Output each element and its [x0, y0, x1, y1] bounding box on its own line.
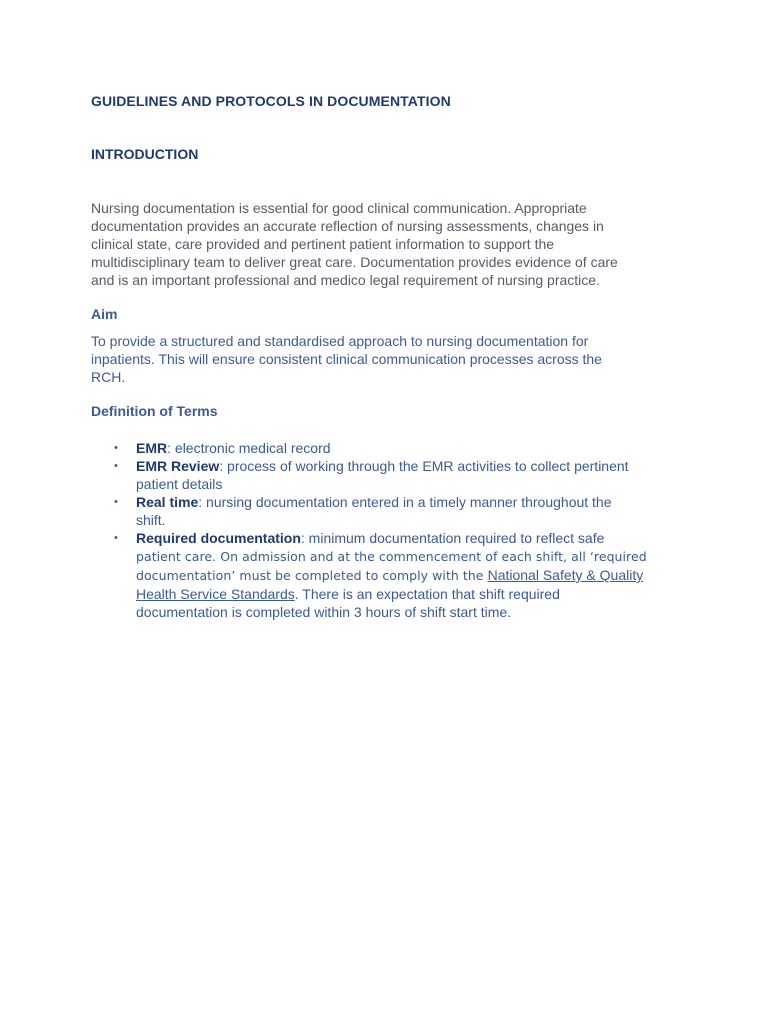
document-title: GUIDELINES AND PROTOCOLS IN DOCUMENTATION: [91, 93, 451, 109]
introduction-paragraph: [91, 199, 671, 289]
term-definition: . There is an expectation that shift required: [294, 586, 560, 602]
introduction-line: clinical state, care provided and pertinent patient information to support the: [91, 236, 555, 252]
definition-item-real-time: [91, 493, 681, 529]
introduction-line: Nursing documentation is essential for good clinical communication. Appropriate: [91, 200, 587, 216]
bullet-icon: •: [114, 460, 118, 472]
nsqhs-standards-link-continued[interactable]: Health Service Standards: [136, 586, 295, 602]
aim-line: RCH.: [91, 369, 126, 385]
bullet-icon: •: [114, 496, 118, 508]
term-definition: shift.: [136, 512, 166, 528]
introduction-heading: INTRODUCTION: [91, 146, 199, 162]
term-definition: patient details: [136, 476, 223, 492]
aim-line: inpatients. This will ensure consistent clinical communication processes across the: [91, 351, 602, 367]
definition-item-required-documentation: [91, 529, 681, 621]
term-definition: : process of working through the EMR activities to collect pertinent: [219, 458, 629, 474]
bullet-icon: •: [114, 442, 118, 454]
definition-item-emr: [91, 439, 681, 457]
term-definition: : electronic medical record: [167, 440, 331, 456]
introduction-line: and is an important professional and medico legal requirement of nursing practice.: [91, 272, 600, 288]
introduction-line: multidisciplinary team to deliver great care. Documentation provides evidence of care: [91, 254, 618, 270]
introduction-line: documentation provides an accurate reflection of nursing assessments, changes in: [91, 218, 604, 234]
definition-item-emr-review: [91, 457, 681, 493]
term-definition: : nursing documentation entered in a timely manner throughout the: [198, 494, 612, 510]
term-name: EMR Review: [136, 458, 220, 474]
term-name: Real time: [136, 494, 199, 510]
term-name: Required documentation: [136, 530, 301, 546]
term-definition: patient care. On admission and at the commencement of each shift, all ‘required: [136, 549, 647, 564]
term-name: EMR: [136, 440, 168, 456]
aim-paragraph: [91, 332, 666, 386]
aim-line: To provide a structured and standardised approach to nursing documentation for: [91, 333, 589, 349]
definition-of-terms-heading: Definition of Terms: [91, 403, 218, 419]
term-definition: : minimum documentation required to reflect safe: [300, 530, 605, 546]
nsqhs-standards-link[interactable]: National Safety & Quality: [487, 567, 644, 583]
aim-heading: Aim: [91, 306, 118, 322]
bullet-icon: •: [114, 532, 118, 544]
term-definition: documentation’ must be completed to comply with the: [136, 568, 488, 583]
term-definition: documentation is completed within 3 hours of shift start time.: [136, 604, 512, 620]
definition-list: [91, 439, 681, 621]
